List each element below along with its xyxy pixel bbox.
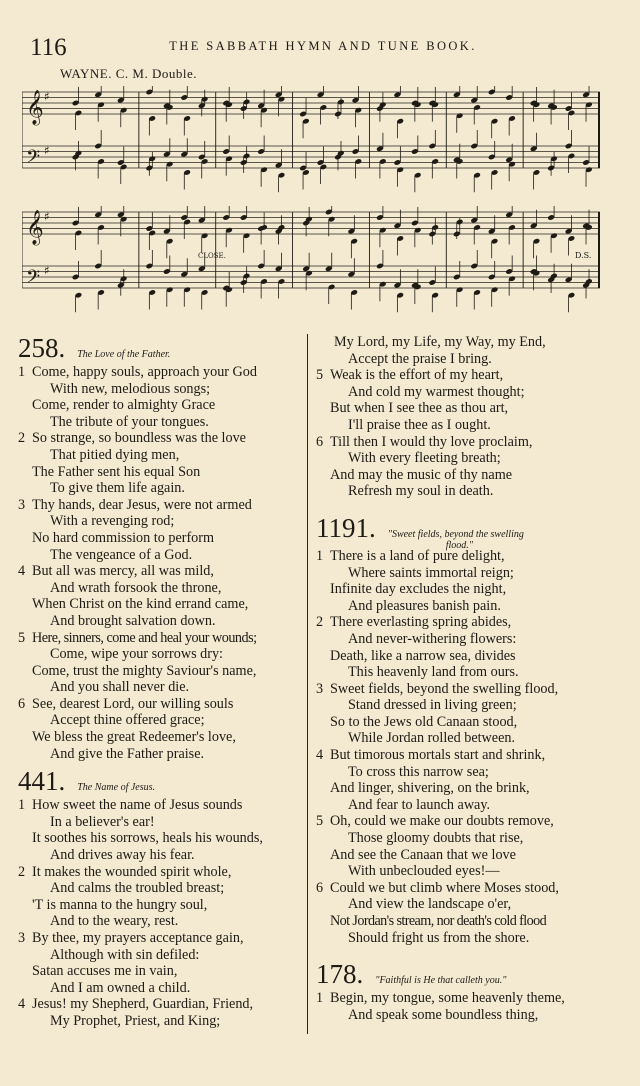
verse-5 bbox=[316, 367, 606, 433]
verse-3 bbox=[316, 681, 606, 747]
verse-line: 2 So strange, so boundless was the love bbox=[18, 430, 246, 447]
hymn-title: "Faithful is He that calleth you." bbox=[375, 975, 507, 987]
verse-number: 2 bbox=[316, 614, 324, 631]
verse-line: And never-withering flowers: bbox=[348, 630, 517, 647]
left-column bbox=[18, 334, 308, 1030]
hymn-1191 bbox=[316, 514, 606, 946]
verse-2 bbox=[18, 430, 308, 496]
verse-line: Should fright us from the shore. bbox=[348, 929, 530, 946]
hymn-number: 178. bbox=[316, 959, 364, 990]
verse-line: And fear to launch away. bbox=[348, 796, 491, 813]
sharp-icon: ♯ bbox=[44, 89, 50, 104]
hymn-title: "Sweet fields, beyond the swelling flood." bbox=[387, 528, 524, 551]
verse-line: Death, like a narrow sea, divides bbox=[330, 647, 516, 664]
verse-line: And drives away his fear. bbox=[50, 847, 195, 864]
verse-1 bbox=[316, 990, 606, 1023]
verse-line: 4 But timorous mortals start and shrink, bbox=[316, 747, 546, 764]
verse-line: 2 There everlasting spring abides, bbox=[316, 614, 512, 631]
verse-line: 6 Could we but climb where Moses stood, bbox=[316, 879, 559, 896]
verse-line: No hard commission to perform bbox=[32, 529, 215, 546]
verse-6 bbox=[316, 434, 606, 500]
verse-line: The Father sent his equal Son bbox=[32, 463, 201, 480]
verse-number: 2 bbox=[18, 430, 26, 447]
hymn-258 bbox=[18, 334, 308, 762]
verse-line: The tribute of your tongues. bbox=[50, 413, 209, 430]
page-number: 116 bbox=[30, 34, 67, 61]
sharp-icon: ♯ bbox=[44, 263, 50, 278]
bass-clef-icon: 𝄢 bbox=[26, 267, 41, 292]
verse-4 bbox=[18, 563, 308, 629]
verse-line: That pitied dying men, bbox=[50, 446, 180, 463]
verse-number: 4 bbox=[18, 996, 26, 1013]
verse-line: And wrath forsook the throne, bbox=[50, 579, 222, 596]
verse-line: 5 Here, sinners, come and heal your wounds; bbox=[18, 629, 257, 646]
verse-line: And brought salvation down. bbox=[50, 612, 216, 629]
verse-line: Although with sin defiled: bbox=[50, 946, 200, 963]
hymn-title: The Love of the Father. bbox=[77, 349, 171, 360]
hymn-number: 258. bbox=[18, 333, 66, 363]
verse-1 bbox=[18, 797, 308, 863]
score-mark: CLOSE. bbox=[198, 252, 226, 260]
verse-line: And cold my warmest thought; bbox=[348, 383, 525, 400]
verse-line: It soothes his sorrows, heals his wounds, bbox=[32, 830, 263, 847]
verse-number: 1 bbox=[18, 797, 26, 814]
verse-number: 5 bbox=[18, 629, 26, 646]
music-system-1 bbox=[22, 86, 600, 194]
verse-line: And you shall never die. bbox=[50, 679, 190, 696]
page-header bbox=[28, 34, 618, 62]
verse-line: I'll praise thee as I ought. bbox=[348, 416, 491, 433]
verse-number: 6 bbox=[316, 433, 324, 450]
sharp-icon: ♯ bbox=[44, 143, 50, 158]
hymn-441 bbox=[18, 767, 308, 1029]
verse-line: When Christ on the kind errand came, bbox=[32, 596, 249, 613]
verse-line: Refresh my soul in death. bbox=[348, 483, 494, 500]
hymn-title: The Name of Jesus. bbox=[77, 782, 156, 794]
music-system-2 bbox=[22, 206, 600, 314]
verse-line: Those gloomy doubts that rise, bbox=[348, 830, 524, 847]
ds-mark: D.S. bbox=[575, 251, 592, 260]
verse-line: Accept the praise I bring. bbox=[348, 350, 492, 367]
verse-line: Come, render to almighty Grace bbox=[32, 397, 216, 414]
hymn-heading bbox=[316, 512, 606, 551]
verse-line: And to the weary, rest. bbox=[50, 913, 179, 930]
hymn-heading bbox=[18, 767, 308, 797]
running-title: THE SABBATH HYMN AND TUNE BOOK. bbox=[169, 39, 477, 53]
verse-1 bbox=[316, 548, 606, 614]
verse-number: 5 bbox=[316, 813, 324, 830]
verse-line: With new, melodious songs; bbox=[50, 380, 211, 397]
verse-number: 3 bbox=[18, 930, 26, 946]
hymn-number: 1191. bbox=[316, 512, 376, 543]
hymn-178 bbox=[316, 960, 606, 1023]
verse-5 bbox=[316, 813, 606, 879]
verse-3 bbox=[18, 930, 308, 996]
verse-line: This heavenly land from ours. bbox=[348, 664, 519, 681]
verse-3 bbox=[18, 497, 308, 563]
verse-line: But when I see thee as thou art, bbox=[330, 400, 509, 417]
verse-number: 2 bbox=[18, 863, 26, 880]
verse-number: 4 bbox=[316, 747, 324, 764]
verse-line: Come, trust the mighty Saviour's name, bbox=[32, 662, 257, 679]
verse-line: 6 Till then I would thy love proclaim, bbox=[316, 433, 533, 450]
verse-line: And give the Father praise. bbox=[50, 745, 205, 762]
verse-5 bbox=[18, 630, 308, 696]
verse-2 bbox=[18, 864, 308, 930]
verse-line: And view the landscape o'er, bbox=[348, 896, 512, 913]
verse-line: Infinite day excludes the night, bbox=[330, 581, 507, 598]
verse-6 bbox=[18, 696, 308, 762]
verse-line: To give them life again. bbox=[50, 480, 185, 497]
verse-4 bbox=[316, 747, 606, 813]
verse-line: And I am owned a child. bbox=[50, 979, 191, 996]
verse-line: My Lord, my Life, my Way, my End, bbox=[334, 334, 546, 350]
verse-number: 5 bbox=[316, 367, 324, 384]
verse-line: In a believer's ear! bbox=[50, 813, 155, 830]
verse-line: 1 There is a land of pure delight, bbox=[316, 547, 505, 564]
verse-number: 1 bbox=[316, 547, 324, 564]
verse-line: With every fleeting breath; bbox=[348, 450, 501, 467]
hymn-441-continued bbox=[316, 334, 606, 500]
verse-line: 5 Weak is the effort of my heart, bbox=[316, 367, 504, 384]
hymn-heading bbox=[316, 960, 606, 990]
verse-line: And pleasures banish pain. bbox=[348, 597, 501, 614]
tune-title: WAYNE. C. M. Double. bbox=[60, 66, 197, 81]
sharp-icon: ♯ bbox=[44, 209, 50, 224]
verse-line: 3 Thy hands, dear Jesus, were not armed bbox=[18, 496, 252, 513]
verse-line: And linger, shivering, on the brink, bbox=[330, 780, 530, 797]
verse-line: 1 Begin, my tongue, some heavenly theme, bbox=[316, 990, 565, 1007]
verse-number: 1 bbox=[18, 364, 26, 380]
verse-line: And may the music of thy name bbox=[330, 466, 513, 483]
verse-line: 2 It makes the wounded spirit whole, bbox=[18, 863, 232, 880]
treble-clef-icon: 𝄞 bbox=[26, 90, 44, 125]
verse-2 bbox=[316, 614, 606, 680]
verse-line: 4 But all was mercy, all was mild, bbox=[18, 563, 214, 580]
verse-line: So to the Jews old Canaan stood, bbox=[330, 713, 518, 730]
hymn-number: 441. bbox=[18, 766, 66, 797]
verse-line: 3 Sweet fields, beyond the swelling flood, bbox=[316, 680, 559, 697]
right-column bbox=[316, 334, 606, 1023]
verse-number: 6 bbox=[316, 879, 324, 896]
verse-line: Come, wipe your sorrows dry: bbox=[50, 646, 223, 663]
verse-6 bbox=[316, 880, 606, 946]
verse-line: 5 Oh, could we make our doubts remove, bbox=[316, 813, 554, 830]
verse-number: 3 bbox=[18, 496, 26, 513]
treble-clef-icon: 𝄞 bbox=[26, 210, 44, 245]
verse-line: Accept thine offered grace; bbox=[50, 712, 205, 729]
verse-line: 1 How sweet the name of Jesus sounds bbox=[18, 797, 243, 814]
verse-line: My Prophet, Priest, and King; bbox=[50, 1012, 221, 1029]
verse-4 bbox=[18, 996, 308, 1029]
verse-line: To cross this narrow sea; bbox=[348, 763, 489, 780]
verse-line: 4 Jesus! my Shepherd, Guardian, Friend, bbox=[18, 996, 254, 1013]
verse-line: The vengeance of a God. bbox=[50, 546, 193, 563]
verse-line: Stand dressed in living green; bbox=[348, 697, 517, 714]
verse-number: 4 bbox=[18, 563, 26, 580]
verse-line: Not Jordan's stream, nor death's cold flood bbox=[330, 913, 547, 929]
verse-line: With a revenging rod; bbox=[50, 513, 175, 530]
verse-line: 6 See, dearest Lord, our willing souls bbox=[18, 695, 234, 712]
verse-number: 1 bbox=[316, 990, 324, 1007]
verse-1 bbox=[18, 364, 308, 430]
verse-line: And calms the troubled breast; bbox=[50, 880, 225, 897]
verse-number: 3 bbox=[316, 680, 324, 697]
hymn-heading bbox=[18, 334, 308, 364]
verse-line: 1 Come, happy souls, approach your God bbox=[18, 364, 257, 380]
verse-line: 'T is manna to the hungry soul, bbox=[32, 896, 208, 913]
verse-line: We bless the great Redeemer's love, bbox=[32, 729, 236, 746]
verse-line: And see the Canaan that we love bbox=[330, 846, 516, 863]
verse-line: While Jordan rolled between. bbox=[348, 730, 516, 747]
verse-number: 6 bbox=[18, 695, 26, 712]
bass-clef-icon: 𝄢 bbox=[26, 147, 41, 172]
verse-line: 3 By thee, my prayers acceptance gain, bbox=[18, 930, 244, 946]
verse-line: And speak some boundless thing, bbox=[348, 1006, 539, 1023]
verse-line: Satan accuses me in vain, bbox=[32, 963, 178, 980]
verse-line: Where saints immortal reign; bbox=[348, 564, 514, 581]
verse-line: With unbeclouded eyes!— bbox=[348, 863, 500, 880]
